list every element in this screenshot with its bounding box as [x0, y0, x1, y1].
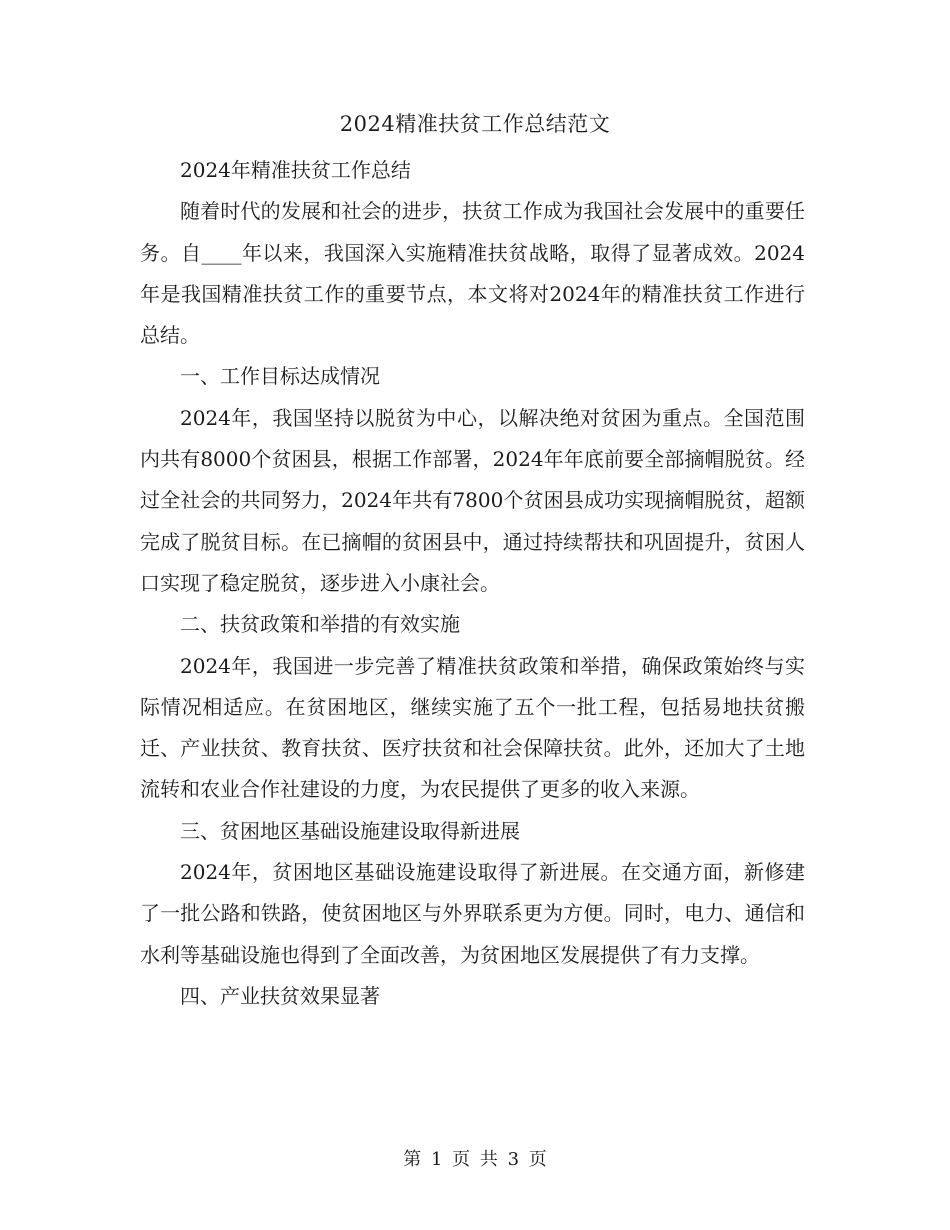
section-heading-2: 二、扶贫政策和举措的有效实施 [180, 612, 460, 637]
document-title: 2024精准扶贫工作总结范文 [339, 112, 611, 136]
section-paragraph-2: 2024年，我国进一步完善了精准扶贫政策和举措，确保政策始终与实际情况相适应。在贫困地区，继续实施了五个一批工程，包括易地扶贫搬迁、产业扶贫、教育扶贫、医疗扶贫和社会保障扶贫。此外，还加大了土地流转和农业合作社建设的力度，为农民提供了更多的收入来源。 [140, 653, 805, 802]
section-heading-3: 三、贫困地区基础设施建设取得新进展 [180, 818, 520, 843]
section-heading-1: 一、工作目标达成情况 [180, 364, 380, 389]
page-number-footer: 第 1 页 共 3 页 [403, 1149, 547, 1170]
intro-paragraph: 随着时代的发展和社会的进步，扶贫工作成为我国社会发展中的重要任务。自____年以来，我国深入实施精准扶贫战略，取得了显著成效。2024年是我国精准扶贫工作的重要节点，本文将对2024年的精准扶贫工作进行总结。 [140, 199, 805, 348]
section-paragraph-1: 2024年，我国坚持以脱贫为中心，以解决绝对贫困为重点。全国范围内共有8000个贫困县，根据工作部署，2024年年底前要全部摘帽脱贫。经过全社会的共同努力，2024年共有7800个贫困县成功实现摘帽脱贫，超额完成了脱贫目标。在已摘帽的贫困县中，通过持续帮扶和巩固提升，贫困人口实现了稳定脱贫，逐步进入小康社会。 [140, 405, 805, 595]
section-heading-4: 四、产业扶贫效果显著 [180, 983, 380, 1008]
section-paragraph-3: 2024年，贫困地区基础设施建设取得了新进展。在交通方面，新修建了一批公路和铁路，使贫困地区与外界联系更为方便。同时，电力、通信和水利等基础设施也得到了全面改善，为贫困地区发展提供了有力支撑。 [140, 860, 805, 967]
document-body [140, 150, 805, 1017]
subtitle: 2024年精准扶贫工作总结 [180, 158, 411, 182]
